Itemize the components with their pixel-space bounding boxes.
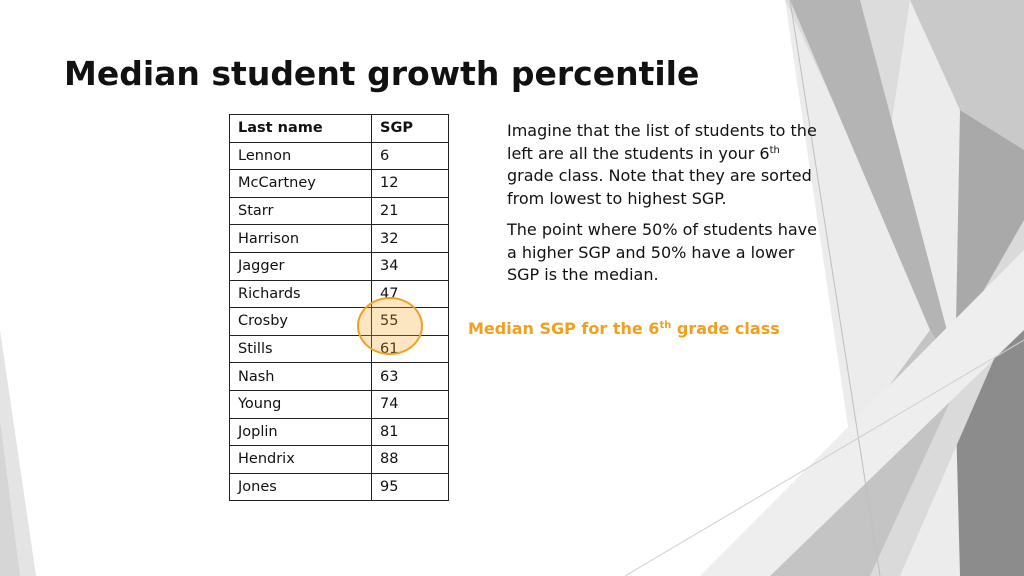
table-row: [230, 252, 449, 280]
cell-sgp: 95: [372, 473, 449, 501]
cell-sgp: 32: [372, 225, 449, 253]
explanation-paragraph-1: [507, 120, 819, 210]
column-header-sgp: SGP: [372, 115, 449, 143]
cell-last-name: Jagger: [230, 252, 372, 280]
cell-sgp: 55: [372, 308, 449, 336]
table-row: [230, 170, 449, 198]
page-title: Median student growth percentile: [64, 54, 700, 93]
cell-sgp: 47: [372, 280, 449, 308]
cell-sgp: 63: [372, 363, 449, 391]
cell-sgp: 74: [372, 390, 449, 418]
table-row: [230, 225, 449, 253]
explanation-text: [507, 120, 819, 296]
cell-last-name: Stills: [230, 335, 372, 363]
cell-last-name: Harrison: [230, 225, 372, 253]
table-row: [230, 363, 449, 391]
cell-last-name: Starr: [230, 197, 372, 225]
explanation-text-part: Imagine that the list of students to the left are all the students in your 6: [507, 121, 817, 163]
cell-sgp: 88: [372, 446, 449, 474]
cell-sgp: 21: [372, 197, 449, 225]
cell-last-name: Lennon: [230, 142, 372, 170]
median-callout-label: [468, 319, 780, 338]
cell-last-name: Joplin: [230, 418, 372, 446]
cell-sgp: 34: [372, 252, 449, 280]
median-label-superscript: th: [659, 320, 672, 331]
median-label-text: grade class: [671, 319, 780, 338]
column-header-last-name: Last name: [230, 115, 372, 143]
cell-last-name: Jones: [230, 473, 372, 501]
cell-last-name: Hendrix: [230, 446, 372, 474]
cell-last-name: Richards: [230, 280, 372, 308]
table-row: [230, 390, 449, 418]
cell-sgp: 6: [372, 142, 449, 170]
median-label-text: Median SGP for the 6: [468, 319, 660, 338]
cell-sgp: 61: [372, 335, 449, 363]
explanation-paragraph-2: The point where 50% of students have a higher SGP and 50% have a lower SGP is the median.: [507, 220, 817, 284]
table-row: [230, 280, 449, 308]
median-highlight-circle: [357, 297, 423, 355]
cell-last-name: Crosby: [230, 308, 372, 336]
cell-last-name: McCartney: [230, 170, 372, 198]
table-row: [230, 197, 449, 225]
table-row: [230, 142, 449, 170]
table-row: [230, 418, 449, 446]
explanation-text-part: grade class. Note that they are sorted from lowest to highest SGP.: [507, 166, 812, 208]
cell-last-name: Nash: [230, 363, 372, 391]
ordinal-superscript: th: [769, 144, 780, 156]
cell-sgp: 81: [372, 418, 449, 446]
table-header-row: [230, 115, 449, 143]
cell-last-name: Young: [230, 390, 372, 418]
cell-sgp: 12: [372, 170, 449, 198]
table-row: [230, 473, 449, 501]
table-row: [230, 446, 449, 474]
